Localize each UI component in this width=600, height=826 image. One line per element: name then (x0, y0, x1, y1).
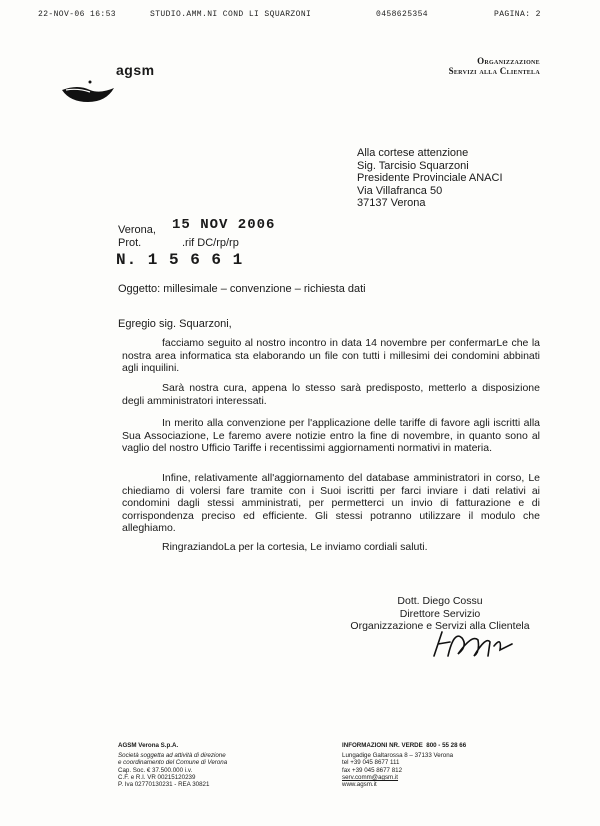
signer-title: Direttore Servizio (399, 607, 481, 620)
footer-website-link[interactable]: www.agsm.it (342, 781, 377, 789)
prot-label: Prot. (118, 237, 142, 249)
footer-cf: C.F. e R.I. VR 00215120239 (118, 773, 196, 781)
protocol-number: N. 1 5 6 6 1 (116, 251, 244, 269)
recipient-line-1: Alla cortese attenzione (357, 147, 469, 159)
subject-line: Oggetto: millesimale – convenzione – richiesta dati (118, 283, 366, 295)
fax-sender: STUDIO.AMM.NI COND LI SQUARZONI (150, 10, 312, 19)
paragraph-4: Infine, relativamente all'aggiornamento del database amministratori in corso, Le chiediamo di volersi fare tramite con i Suoi iscritti per farci inviare i dati relativi ai condomini dagli stessi amministrati, per permetterci un invio di fatturazione e di corrispondenza preciso ed efficiente. Gli stessi potranno utilizzare il modulo che alleghiamo. (122, 472, 540, 534)
agsm-logo-icon (60, 78, 116, 104)
footer-fax: fax +39 045 8677 812 (342, 766, 403, 774)
recipient-address (357, 147, 503, 210)
signer-department: Organizzazione e Servizi alla Clientela (350, 620, 530, 632)
signer-name: Dott. Diego Cossu (397, 595, 483, 607)
footer-address: Lungadige Galtarossa 8 – 37133 Verona (342, 752, 454, 760)
date-stamp: 15 NOV 2006 (172, 217, 276, 233)
footer-company-name: AGSM Verona S.p.A. (118, 742, 179, 749)
dept-line-2: Servizi alla Clientela (448, 66, 540, 76)
paragraph-3: In merito alla convenzione per l'applicazione delle tariffe di favore agli iscritti alla Sua Associazione, Le faremo avere notizie entro la fine di novembre, in quanto sono al vaglio del nostro Ufficio Tariffe i recentissimi aggiornamenti normativi in materia. (122, 417, 540, 454)
handwritten-signature-icon (428, 626, 518, 662)
fax-datetime: 22-NOV-06 16:53 (38, 10, 117, 19)
dept-line-1: Organizzazione (477, 56, 540, 66)
footer-phone: tel +39 045 8677 111 (342, 759, 400, 767)
footer-note-2: e coordinamento del Comune di Verona (118, 759, 228, 767)
logo-text: agsm (116, 62, 155, 78)
reference-code: .rif DC/rp/rp (182, 237, 239, 249)
footer-note-1: Società soggetta ad attività di direzione (118, 752, 226, 760)
footer-hotline-label: INFORMAZIONI NR. VERDE (342, 742, 423, 749)
paragraph-1: facciamo seguito al nostro incontro in data 14 novembre per confermarLe che la nostra area informatica sta elaborando un file con tutti i millesimi dei condomini abbinati agli inquilini. (122, 337, 540, 374)
fax-page: PAGINA: 2 (494, 10, 541, 19)
department-header (449, 56, 540, 76)
recipient-line-4: Via Villafranca 50 (357, 184, 443, 197)
footer-hotline-number: 800 - 55 28 66 (426, 742, 467, 749)
salutation: Egregio sig. Squarzoni, (118, 318, 232, 330)
paragraph-5: RingraziandoLa per la cortesia, Le inviamo cordiali saluti. (162, 541, 428, 553)
footer-email-link[interactable]: serv.comm@agsm.it (342, 773, 399, 781)
paragraph-2: Sarà nostra cura, appena lo stesso sarà predisposto, metterlo a disposizione degli amministratori interessati. (122, 382, 540, 407)
recipient-line-3: Presidente Provinciale ANACI (357, 172, 503, 184)
footer-vat: P. Iva 02770130231 - REA 30821 (118, 781, 210, 789)
footer-capital: Cap. Soc. € 37.500.000 i.v. (118, 766, 193, 774)
recipient-line-5: 37137 Verona (357, 197, 426, 209)
footer-company (118, 742, 227, 788)
recipient-line-2: Sig. Tarcisio Squarzoni (357, 159, 469, 172)
place: Verona, (118, 224, 156, 236)
fax-phone: 0458625354 (376, 10, 429, 19)
footer-contacts (342, 742, 466, 788)
